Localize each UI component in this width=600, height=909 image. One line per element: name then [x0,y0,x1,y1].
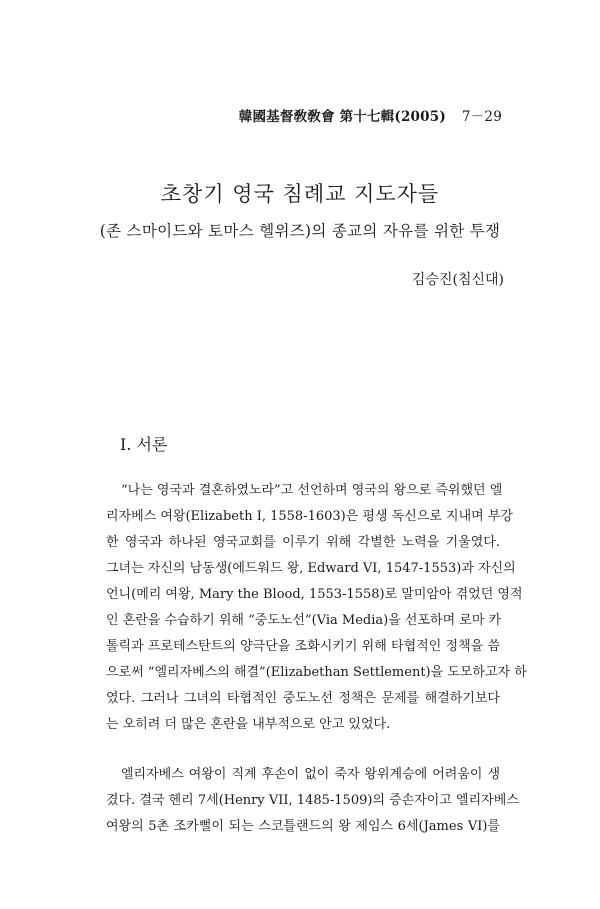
section-heading: I. 서론 [120,435,168,454]
body-line: “나는 영국과 결혼하였노라”고 선언하며 영국의 왕으로 즉위했던 엘 [121,483,503,498]
body-line: 여왕의 5촌 조카뻘이 되는 스코틀랜드의 왕 제임스 6세(James VI)를 [106,819,500,834]
article-subtitle: (존 스마이드와 토마스 헬위즈)의 종교의 자유를 위한 투쟁 [99,222,501,240]
page-range: 7－29 [461,109,502,125]
body-line: 한 영국과 하나된 영국교회를 이루기 위해 각별한 노력을 기울였다. [106,535,500,550]
body-line: 언니(메리 여왕, Mary the Blood, 1553-1558)로 말미암아 겪었던 영적 [106,587,523,602]
body-line: 겼다. 결국 헨리 7세(Henry VII, 1485-1509)의 증손자이고 엘리자베스 [106,793,519,808]
body-line: 인 혼란을 수습하기 위해 “중도노선”(Via Media)을 선포하며 로마 카 [106,613,502,628]
journal-name: 韓國基督敎敎會 第十七輯(2005) [238,109,446,125]
author-affiliation: 김승진(침신대) [411,272,504,288]
running-header [239,105,502,125]
body-line: 그녀는 자신의 남동생(에드워드 왕, Edward VI, 1547-1553)과 자신의 [106,561,516,576]
body-line: 는 오히려 더 많은 혼란을 내부적으로 안고 있었다. [106,717,391,732]
body-line: 리자베스 여왕(Elizabeth I, 1558-1603)은 평생 독신으로 지내며 부강 [106,509,513,524]
article-title: 초창기 영국 침례교 지도자들 [160,182,440,206]
body-line: 엘리자베스 여왕이 직계 후손이 없이 죽자 왕위계승에 어려움이 생 [121,767,500,782]
body-line: 으로써 “엘리자베스의 해결”(Elizabethan Settlement)을 도모하고자 하 [106,665,527,680]
body-line: 톨릭과 프로테스탄트의 양극단을 조화시키기 위해 타협적인 정책을 씀 [106,639,500,654]
body-line: 였다. 그러나 그녀의 타협적인 중도노선 정책은 문제를 해결하기보다 [106,691,500,706]
